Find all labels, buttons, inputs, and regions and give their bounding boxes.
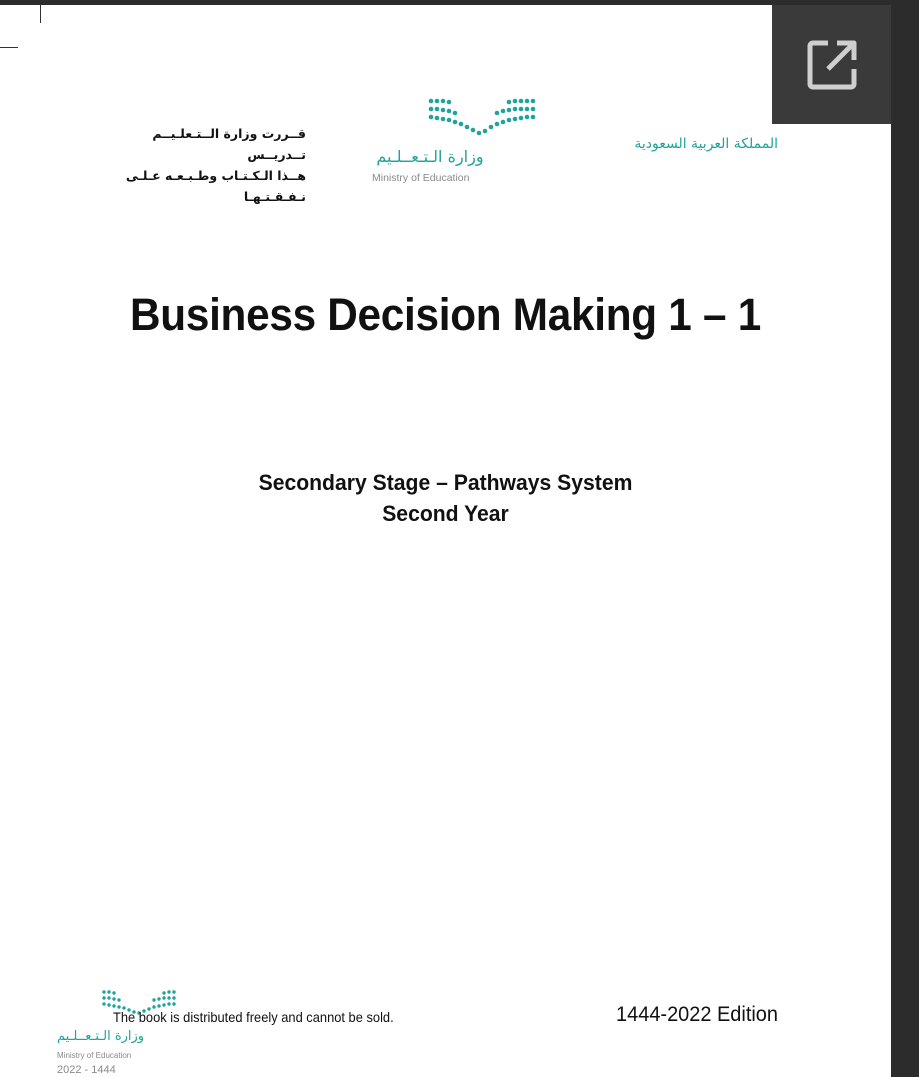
crop-mark	[40, 5, 41, 23]
document-page	[0, 5, 891, 1077]
footer-ministry-logo	[57, 989, 207, 1077]
footer-ministry-arabic: وزارة الـتـعــلـيم	[57, 1029, 145, 1044]
viewer-edge	[891, 0, 919, 1077]
kingdom-name: المملكة العربية السعودية	[634, 136, 778, 152]
ministry-name-english: Ministry of Education	[372, 172, 470, 184]
ministry-name-arabic: وزارة الـتـعــلـيم	[376, 147, 484, 166]
ministry-logo-dots-icon	[427, 97, 599, 145]
approval-statement	[90, 123, 306, 207]
subtitle-line-1: Secondary Stage – Pathways System	[258, 470, 633, 495]
book-title: Business Decision Making 1 – 1	[129, 289, 761, 340]
open-in-new-icon	[804, 37, 860, 93]
approval-line-1: قــررت وزارة الــتـعلـيــم تــدريــس	[152, 126, 306, 162]
subtitle-line-2: Second Year	[382, 501, 509, 526]
footer-year: 2022 - 1444	[57, 1064, 116, 1076]
crop-mark	[0, 47, 18, 48]
approval-line-2: هــذا الـكـتـاب وطـبـعـه عـلـى نـفـقـتـهـا	[125, 168, 306, 204]
ministry-logo	[372, 97, 542, 187]
book-subtitle	[27, 467, 865, 529]
open-in-new-button[interactable]	[772, 5, 891, 124]
footer-ministry-english: Ministry of Education	[57, 1051, 132, 1060]
distribution-note: The book is distributed freely and cannot be sold.	[113, 1009, 394, 1025]
edition-label: 1444-2022 Edition	[616, 1003, 778, 1026]
